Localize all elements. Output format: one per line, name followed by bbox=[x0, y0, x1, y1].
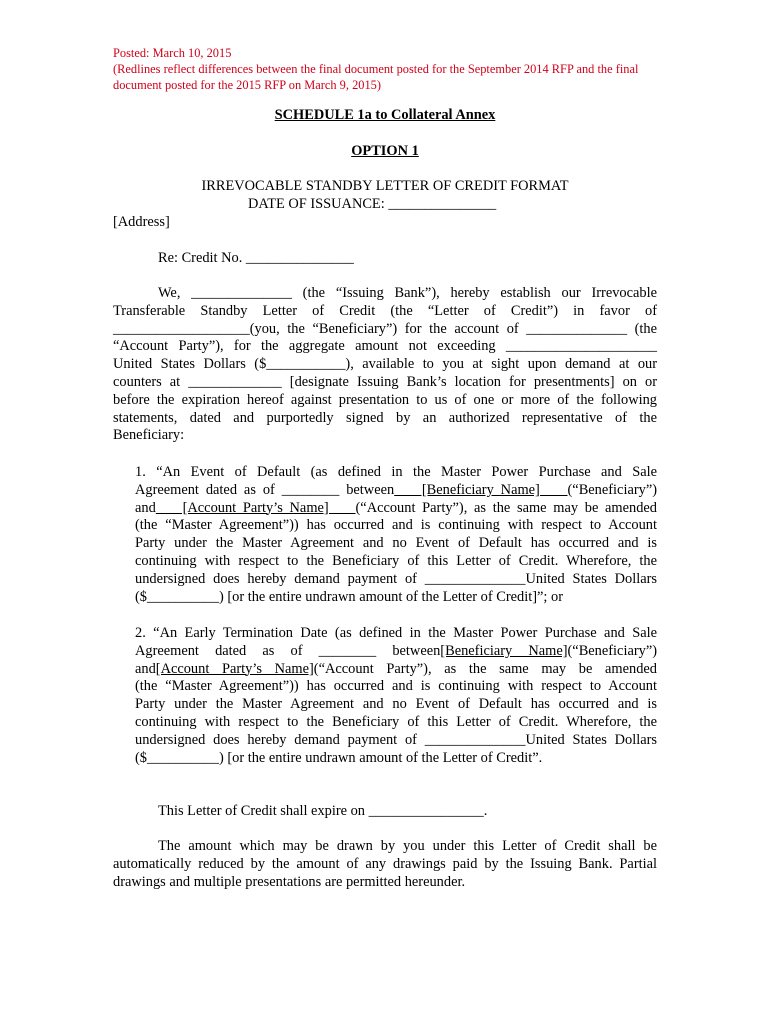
item1-line-7: undersigned does hereby demand payment of ______________United States Dollars bbox=[135, 570, 657, 587]
intro-line-4: “Account Party”), for the aggregate amount not exceeding _____________________ bbox=[113, 338, 657, 355]
item2-line-6: continuing with respect to the Beneficiary of this Letter of Credit. Wherefore, the bbox=[135, 713, 657, 730]
intro-line-8: statements, dated and purportedly signed by an authorized representative of the bbox=[113, 409, 657, 426]
intro-line-7: before the expiration hereof against presentation to us of one or more of the following bbox=[113, 391, 657, 408]
item2-line-2: Agreement dated as of ________ between[Beneficiary Name](“Beneficiary”) bbox=[135, 642, 657, 659]
redline-note-line-1: (Redlines reflect differences between the final document posted for the September 2014 RFP and the final bbox=[113, 62, 639, 76]
item2-line-4: (the “Master Agreement”)) has occurred and is continuing with respect to Account bbox=[135, 678, 657, 695]
intro-line-5: United States Dollars ($___________), available to you at sight upon demand at our bbox=[113, 356, 657, 373]
item1-line-2: Agreement dated as of ________ between [Beneficiary Name] (“Beneficiary”) bbox=[135, 481, 657, 498]
item1-line-4: (the “Master Agreement”)) has occurred and is continuing with respect to Account bbox=[135, 517, 657, 534]
option-title: OPTION 1 bbox=[351, 143, 419, 159]
account-party-name-field: [Account Party’s Name] bbox=[155, 499, 356, 516]
item1-line-1: 1. “An Event of Default (as defined in the Master Power Purchase and Sale bbox=[135, 464, 657, 480]
amount-line-1: The amount which may be drawn by you under this Letter of Credit shall be bbox=[158, 838, 657, 854]
intro-line-1: We, ______________ (the “Issuing Bank”), hereby establish our Irrevocable bbox=[158, 285, 657, 301]
redline-notice bbox=[113, 45, 673, 93]
statement-2 bbox=[135, 625, 657, 767]
redline-note-line-2: document posted for the 2015 RFP on March 9, 2015) bbox=[113, 78, 381, 92]
amount-paragraph bbox=[113, 838, 657, 891]
item2-line-7: undersigned does hereby demand payment of ______________United States Dollars bbox=[135, 731, 657, 748]
amount-line-2: automatically reduced by the amount of any drawings paid by the Issuing Bank. Partial bbox=[113, 855, 657, 872]
beneficiary-name-field: [Beneficiary Name] bbox=[440, 642, 568, 659]
account-party-name-field: [Account Party’s Name] bbox=[155, 660, 314, 677]
amount-line-3: drawings and multiple presentations are permitted hereunder. bbox=[113, 873, 466, 890]
schedule-title: SCHEDULE 1a to Collateral Annex bbox=[274, 107, 496, 123]
item1-line-8: ($__________) [or the entire undrawn amount of the Letter of Credit]”; or bbox=[135, 588, 563, 605]
item2-line-5: Party under the Master Agreement and no Event of Default has occurred and is bbox=[135, 696, 657, 713]
intro-line-2: Transferable Standby Letter of Credit (the “Letter of Credit”) in favor of bbox=[113, 302, 657, 319]
item1-line-5: Party under the Master Agreement and no Event of Default has occurred and is bbox=[135, 535, 657, 552]
expiry-line: This Letter of Credit shall expire on ________________. bbox=[158, 803, 488, 819]
intro-line-9: Beneficiary: bbox=[113, 427, 185, 444]
credit-number-line: Re: Credit No. _______________ bbox=[158, 250, 354, 266]
item1-line-3: and [Account Party’s Name] (“Account Party”), as the same may be amended bbox=[135, 499, 657, 516]
beneficiary-name-field: [Beneficiary Name] bbox=[394, 481, 568, 498]
item1-line-6: continuing with respect to the Beneficiary of this Letter of Credit. Wherefore, the bbox=[135, 552, 657, 569]
item2-line-3: and[Account Party’s Name](“Account Party”), as the same may be amended bbox=[135, 660, 657, 677]
address-line: [Address] bbox=[113, 214, 170, 230]
item2-line-1: 2. “An Early Termination Date (as defined in the Master Power Purchase and Sale bbox=[135, 625, 657, 641]
intro-paragraph bbox=[113, 285, 657, 445]
statement-1 bbox=[135, 464, 657, 606]
posted-date: Posted: March 10, 2015 bbox=[113, 46, 232, 60]
intro-line-3: ___________________(you, the “Beneficiary”) for the account of ______________ (the bbox=[113, 320, 657, 337]
item2-line-8: ($__________) [or the entire undrawn amount of the Letter of Credit”. bbox=[135, 749, 543, 766]
format-title: IRREVOCABLE STANDBY LETTER OF CREDIT FORMAT bbox=[201, 178, 569, 194]
date-of-issuance: DATE OF ISSUANCE: _______________ bbox=[248, 196, 497, 212]
intro-line-6: counters at _____________ [designate Issuing Bank’s location for presentments] on or bbox=[113, 373, 657, 390]
